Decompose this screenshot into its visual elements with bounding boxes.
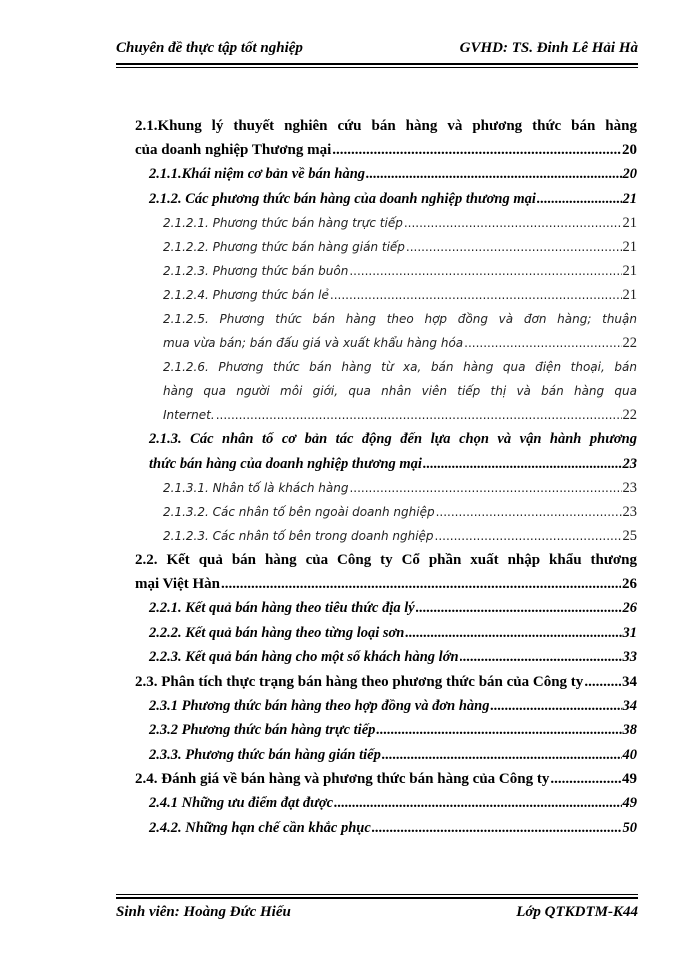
toc-leader-dots: [404, 211, 622, 235]
header-advisor: GVHD: TS. Đinh Lê Hải Hà: [459, 40, 638, 56]
toc-entry-line: 2.1.2.5. Phương thức bán hàng theo hợp đồng và đơn hàng; thuận: [163, 312, 637, 326]
toc-entry[interactable]: [135, 767, 637, 791]
toc-entry-line: [135, 138, 637, 162]
toc-entry[interactable]: [135, 694, 637, 719]
toc-entry-line: [149, 162, 637, 187]
toc-entry-line: [163, 476, 637, 500]
toc-entry[interactable]: [135, 114, 637, 162]
toc-entry-line: [163, 331, 637, 355]
toc-entry-line: [163, 235, 637, 259]
toc-page-number: 22: [622, 335, 637, 351]
toc-entry-title: 2.3.2 Phương thức bán hàng trực tiếp: [149, 722, 376, 738]
toc-entry-line: [149, 791, 637, 816]
toc-page-number: 21: [622, 263, 637, 279]
toc-entry-line: [163, 500, 637, 524]
toc-entry[interactable]: [135, 718, 637, 743]
toc-entry-title: 2.4. Đánh giá về bán hàng và phương thức bán hàng của Công ty: [135, 771, 550, 787]
toc-page-number: 23: [622, 504, 637, 520]
toc-page-number: 34: [622, 697, 637, 714]
header-title: Chuyên đề thực tập tốt nghiệp: [116, 40, 303, 56]
toc-leader-dots: [464, 331, 621, 355]
toc-leader-dots: [221, 572, 621, 596]
toc-entry-title: thức bán hàng của doanh nghiệp thương mại: [149, 455, 422, 472]
toc-page-number: 23: [622, 455, 637, 472]
toc-leader-dots: [416, 596, 622, 621]
toc-page-number: 34: [622, 673, 637, 690]
toc-leader-dots: [405, 621, 621, 646]
toc-entry-title: 2.2.3. Kết quả bán hàng cho một số khách hàng lớn: [149, 649, 459, 665]
toc-entry-line: [149, 718, 637, 743]
toc-entry-line: [163, 403, 637, 427]
toc-entry-title: mua vừa bán; bán đấu giá và xuất khẩu hàng hóa: [163, 336, 464, 350]
toc-page-number: 31: [622, 624, 637, 641]
footer-rule-thin: [116, 894, 638, 895]
toc-leader-dots: [435, 524, 622, 548]
toc-entry-title: 2.4.1 Những ưu điểm đạt được: [149, 795, 334, 811]
footer-class: Lớp QTKDTM-K44: [516, 904, 638, 920]
toc-entry-title: 2.3. Phân tích thực trạng bán hàng theo phương thức bán của Công ty: [135, 673, 584, 690]
toc-entry-title: 2.1.3.2. Các nhân tố bên ngoài doanh nghiệp: [163, 505, 435, 519]
toc-entry[interactable]: [135, 791, 637, 816]
toc-leader-dots: [460, 645, 622, 670]
toc-entry-title: 2.1.2.4. Phương thức bán lẻ: [163, 288, 329, 302]
toc-entry[interactable]: [135, 645, 637, 670]
toc-entry-title: 2.1.2.3. Phương thức bán buôn: [163, 264, 349, 278]
toc-entry-line: [135, 572, 637, 596]
toc-page-number: 21: [622, 287, 637, 303]
toc-entry-line: [149, 645, 637, 670]
toc-leader-dots: [366, 162, 621, 187]
toc-page-number: 49: [622, 795, 637, 811]
toc-leader-dots: [550, 767, 621, 791]
toc-entry[interactable]: [135, 355, 637, 427]
toc-leader-dots: [490, 694, 621, 719]
toc-page-number: 49: [622, 771, 637, 787]
header-rule-thick: [116, 63, 638, 65]
toc-entry-title: 2.3.1 Phương thức bán hàng theo hợp đồng và đơn hàng: [149, 697, 490, 714]
toc-entry-line: [149, 621, 637, 646]
toc-leader-dots: [382, 743, 622, 768]
toc-entry-title: 2.2.2. Kết quả bán hàng theo từng loại sơn: [149, 624, 405, 641]
footer-student: Sinh viên: Hoàng Đức Hiếu: [116, 904, 291, 920]
toc-entry[interactable]: [135, 743, 637, 768]
toc-leader-dots: [584, 670, 621, 694]
toc-page-number: 26: [622, 576, 637, 592]
toc-page-number: 38: [622, 722, 637, 738]
toc-entry[interactable]: [135, 596, 637, 621]
toc-entry-line: [149, 743, 637, 768]
toc-leader-dots: [406, 235, 622, 259]
toc-entry-line: [163, 259, 637, 283]
toc-page-number: 50: [622, 819, 637, 836]
toc-leader-dots: [436, 500, 622, 524]
toc-entry[interactable]: [135, 670, 637, 694]
toc-entry-title: 2.1.3.1. Nhân tố là khách hàng: [163, 481, 349, 495]
toc-leader-dots: [334, 791, 621, 816]
toc-leader-dots: [376, 718, 621, 743]
toc-entry-line: [163, 524, 637, 548]
toc-leader-dots: [349, 259, 621, 283]
toc-entry[interactable]: [135, 427, 637, 476]
toc-entry-line: hàng qua người môi giới, qua nhân viên tiếp thị và bán hàng qua: [163, 384, 637, 398]
toc-page-number: 25: [622, 528, 637, 544]
toc-entry-line: [135, 670, 637, 694]
toc-entry[interactable]: [135, 235, 637, 259]
toc-page-number: 20: [622, 166, 637, 182]
toc-entry-title: 2.1.2. Các phương thức bán hàng của doanh nghiệp thương mại: [149, 190, 536, 207]
toc-entry-line: [149, 816, 637, 841]
toc-entry-title: 2.4.2. Những hạn chế cần khắc phục: [149, 819, 371, 836]
toc-leader-dots: [537, 187, 622, 212]
toc-entry-title: 2.1.2.2. Phương thức bán hàng gián tiếp: [163, 240, 405, 254]
table-of-contents: [135, 114, 637, 840]
toc-entry-title: Internet.: [163, 408, 215, 422]
toc-entry-title: 2.2.1. Kết quả bán hàng theo tiêu thức địa lý: [149, 600, 415, 616]
toc-entry[interactable]: [135, 211, 637, 235]
toc-page-number: 21: [622, 190, 637, 207]
toc-page-number: 22: [622, 407, 637, 423]
toc-leader-dots: [372, 816, 622, 841]
toc-page-number: 21: [622, 215, 637, 231]
toc-page-number: 33: [622, 649, 637, 665]
toc-entry-title: 2.3.3. Phương thức bán hàng gián tiếp: [149, 746, 381, 763]
toc-leader-dots: [349, 476, 621, 500]
toc-entry[interactable]: [135, 283, 637, 307]
toc-page-number: 26: [622, 600, 637, 616]
toc-entry-line: 2.2. Kết quả bán hàng của Công ty Cổ phần xuất nhập khẩu thương: [135, 552, 637, 568]
toc-page-number: 20: [622, 142, 637, 158]
toc-entry-line: 2.1.2.6. Phương thức bán hàng từ xa, bán hàng qua điện thoại, bán: [163, 360, 637, 374]
toc-entry-line: 2.1.Khung lý thuyết nghiên cứu bán hàng và phương thức bán hàng: [135, 118, 637, 134]
toc-entry[interactable]: [135, 524, 637, 548]
toc-entry[interactable]: [135, 307, 637, 355]
footer-rule-thick: [116, 897, 638, 899]
toc-page-number: 23: [622, 480, 637, 496]
toc-entry[interactable]: [135, 500, 637, 524]
toc-leader-dots: [332, 138, 621, 162]
toc-entry-line: [163, 283, 637, 307]
toc-entry[interactable]: [135, 476, 637, 500]
toc-entry-title: 2.1.2.3. Các nhân tố bên trong doanh nghiệp: [163, 529, 434, 543]
toc-entry[interactable]: [135, 816, 637, 841]
toc-entry-line: [163, 211, 637, 235]
header-rule-thin: [116, 67, 638, 68]
toc-page-number: 40: [622, 746, 637, 763]
toc-entry-line: 2.1.3. Các nhân tố cơ bản tác động đến lựa chọn và vận hành phương: [149, 431, 637, 447]
toc-entry-line: [149, 694, 637, 719]
toc-entry[interactable]: [135, 162, 637, 187]
toc-leader-dots: [423, 452, 622, 477]
toc-entry-line: [135, 767, 637, 791]
toc-entry-title: 2.1.1.Khái niệm cơ bản về bán hàng: [149, 166, 366, 182]
toc-page-number: 21: [622, 239, 637, 255]
toc-entry-title: của doanh nghiệp Thương mại: [135, 142, 332, 158]
toc-entry-title: 2.1.2.1. Phương thức bán hàng trực tiếp: [163, 216, 403, 230]
toc-entry-line: [149, 596, 637, 621]
toc-entry[interactable]: [135, 548, 637, 596]
toc-leader-dots: [216, 403, 622, 427]
toc-entry[interactable]: [135, 259, 637, 283]
toc-entry-title: mại Việt Hàn: [135, 576, 220, 592]
toc-entry[interactable]: [135, 621, 637, 646]
toc-leader-dots: [330, 283, 622, 307]
toc-entry-line: [149, 187, 637, 212]
toc-entry[interactable]: [135, 187, 637, 212]
toc-entry-line: [149, 452, 637, 477]
